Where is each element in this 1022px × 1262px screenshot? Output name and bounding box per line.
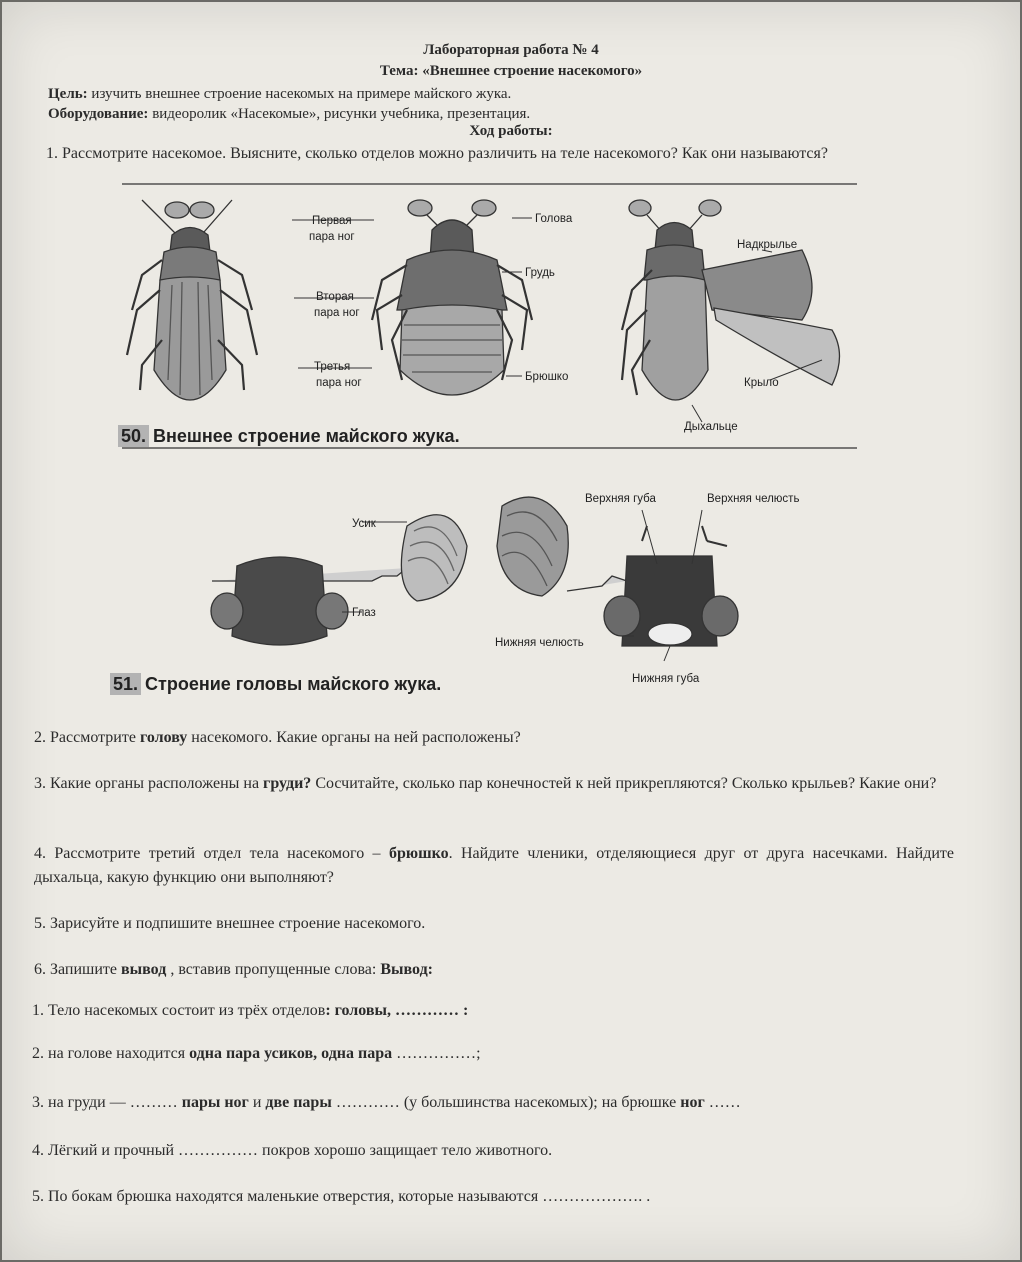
figure-51-beetle-head xyxy=(202,486,800,685)
c3-bold-3: ног xyxy=(680,1094,705,1111)
equipment-text: видеоролик «Насекомые», рисунки учебника, презентация. xyxy=(148,106,531,122)
q4-text-c: . Найдите членики, отделяющиеся друг от друга насечками. Найдите дыхальца, какую функцию они выполняют? xyxy=(34,845,954,886)
equipment-label: Оборудование: xyxy=(48,106,149,122)
label-head: Голова xyxy=(535,213,573,225)
q3-text-c: Сосчитайте, сколько пар конечностей к ней прикрепляются? Сколько крыльев? Какие они? xyxy=(311,775,937,792)
q6-conclusion-label: Вывод: xyxy=(380,961,433,978)
label-first-legs-1: Первая xyxy=(312,215,352,227)
figure-50-number: 50. xyxy=(118,425,149,447)
label-wing: Крыло xyxy=(744,377,779,389)
question-2 xyxy=(34,726,954,750)
question-6 xyxy=(34,958,954,982)
goal-text: изучить внешнее строение насекомых на примере майского жука. xyxy=(87,86,512,102)
beetle-dorsal-view xyxy=(127,200,257,400)
c3-bold-1: пары ног xyxy=(181,1094,249,1111)
q2-text-c: насекомого. Какие органы на ней расположены? xyxy=(187,729,521,746)
conclusion-3 xyxy=(32,1094,741,1112)
c2-text-c: ……………; xyxy=(392,1045,481,1062)
label-third-legs-2: пара ног xyxy=(316,377,362,389)
q3-text-a: 3. Какие органы расположены на xyxy=(34,775,264,792)
worksheet-title: Лабораторная работа № 4 xyxy=(423,42,599,58)
beetle-ventral-view xyxy=(372,200,532,395)
figure-50-caption-text: Внешнее строение майского жука. xyxy=(153,426,460,446)
goal-line xyxy=(48,86,511,103)
c3-bold-2: две пары xyxy=(265,1094,332,1111)
label-lower-jaw: Нижняя челюсть xyxy=(495,637,584,649)
label-chest: Грудь xyxy=(525,267,555,279)
q4-bold: брюшко xyxy=(388,845,449,862)
label-lower-lip: Нижняя губа xyxy=(632,673,700,685)
conclusion-1 xyxy=(32,1002,468,1020)
label-eye: Глаз xyxy=(352,607,376,619)
head-side-view xyxy=(211,515,467,645)
head-front-view xyxy=(497,497,738,646)
q2-bold: голову xyxy=(139,729,188,746)
progress-heading: Ход работы: xyxy=(469,123,553,139)
c3-text-a: 3. на груди — ……… xyxy=(32,1094,182,1111)
figure-50-caption xyxy=(118,426,460,447)
figure-51-number: 51. xyxy=(110,673,141,695)
worksheet-page xyxy=(2,2,1020,1260)
question-3 xyxy=(34,772,954,796)
label-spiracle: Дыхальце xyxy=(684,421,738,433)
label-upper-lip: Верхняя губа xyxy=(585,493,656,505)
label-second-legs-2: пара ног xyxy=(314,307,360,319)
figure-50-beetle-external xyxy=(102,180,862,452)
equipment-line xyxy=(48,106,530,123)
c2-bold: одна пара усиков, одна пара xyxy=(189,1045,393,1062)
c1-bold: : головы, ………… : xyxy=(325,1002,469,1019)
label-second-legs-1: Вторая xyxy=(316,291,354,303)
c3-text-g: …… xyxy=(704,1094,741,1111)
q3-bold: груди? xyxy=(263,775,312,792)
conclusion-2 xyxy=(32,1045,481,1063)
goal-label: Цель: xyxy=(48,86,88,102)
label-abdomen: Брюшко xyxy=(525,371,569,383)
c1-text: 1. Тело насекомых состоит из трёх отделов xyxy=(32,1002,326,1019)
label-upper-jaw: Верхняя челюсть xyxy=(707,493,800,505)
c2-text-a: 2. на голове находится xyxy=(32,1045,190,1062)
worksheet-topic: Тема: «Внешнее строение насекомого» xyxy=(379,63,643,79)
q6-text-a: 6. Запишите xyxy=(34,961,122,978)
figure-51-caption-text: Строение головы майского жука. xyxy=(145,674,442,694)
question-4 xyxy=(34,842,954,890)
figure-51-caption xyxy=(110,674,441,695)
question-1: 1. Рассмотрите насекомое. Выясните, сколько отделов можно различить на теле насекомого? Как они называются? xyxy=(46,145,828,162)
question-5: 5. Зарисуйте и подпишите внешнее строение насекомого. xyxy=(34,915,426,932)
q4-text-a: 4. Рассмотрите третий отдел тела насекомого – xyxy=(34,845,389,862)
q6-bold: вывод xyxy=(121,961,167,978)
conclusion-5: 5. По бокам брюшка находятся маленькие отверстия, которые называются ………………. . xyxy=(32,1188,651,1205)
q6-text-c: , вставив пропущенные слова: xyxy=(166,961,381,978)
conclusion-4: 4. Лёгкий и прочный …………… покров хорошо защищает тело животного. xyxy=(32,1142,553,1159)
q2-text-a: 2. Рассмотрите xyxy=(34,729,140,746)
label-elytron: Надкрылье xyxy=(737,239,798,251)
label-antenna: Усик xyxy=(352,518,376,530)
label-third-legs-1: Третья xyxy=(314,361,351,373)
label-first-legs-2: пара ног xyxy=(309,231,355,243)
c3-text-c: и xyxy=(248,1094,266,1111)
beetle-wings-view xyxy=(622,200,840,400)
c3-text-e: ………… (у большинства насекомых); на брюшке xyxy=(331,1094,681,1111)
